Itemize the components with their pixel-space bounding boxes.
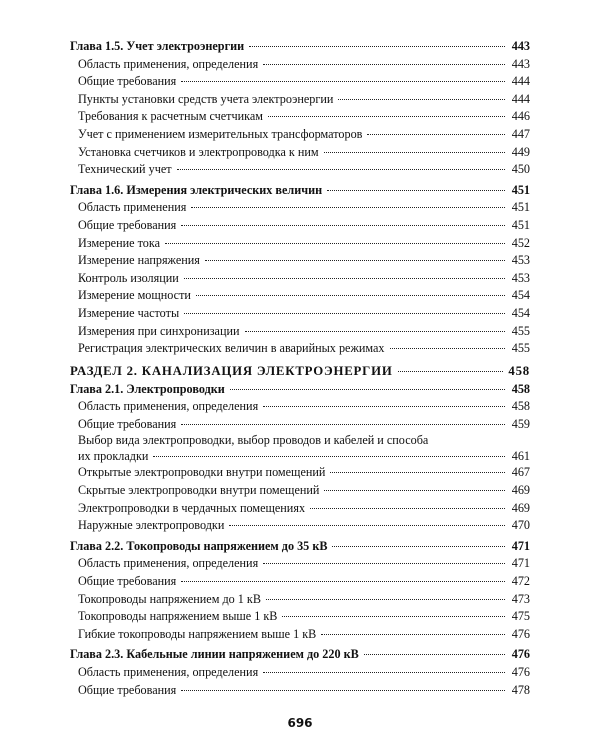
page-ref: 472	[511, 574, 530, 589]
toc-entry[interactable]	[70, 482, 530, 500]
page-ref: 444	[511, 91, 530, 106]
page-ref: 469	[511, 500, 530, 515]
toc-entry[interactable]	[70, 252, 530, 270]
entry-title: Область применения, определения	[78, 556, 259, 571]
page-ref: 469	[511, 483, 530, 498]
page-ref: 458	[508, 363, 530, 378]
chapter-title: Глава 2.1. Электропроводки	[70, 381, 225, 396]
dot-leader	[367, 133, 505, 135]
entry-title: Область применения, определения	[78, 399, 259, 414]
page-ref: 455	[511, 323, 530, 338]
page-ref: 455	[511, 341, 530, 356]
dot-leader	[263, 63, 505, 65]
page-ref: 446	[511, 109, 530, 124]
toc-entry[interactable]	[70, 398, 530, 416]
dot-leader	[184, 312, 505, 314]
toc-chapter-2-2[interactable]	[70, 538, 530, 556]
entry-title: Электропроводки в чердачных помещениях	[78, 500, 306, 515]
page-ref: 458	[511, 381, 530, 396]
entry-title-line1: Выбор вида электропроводки, выбор проводов и кабелей и способа	[78, 433, 429, 448]
toc-entry[interactable]	[70, 305, 530, 323]
toc-entry[interactable]	[70, 591, 530, 609]
toc-entry[interactable]	[70, 161, 530, 179]
dot-leader	[230, 388, 505, 390]
page-ref: 461	[511, 448, 530, 463]
entry-title: Гибкие токопроводы напряжением выше 1 кВ	[78, 626, 317, 641]
toc-section-2[interactable]	[70, 362, 530, 380]
dot-leader	[266, 598, 505, 600]
dot-leader	[196, 294, 505, 296]
toc-entry[interactable]	[70, 340, 530, 358]
page-ref: 443	[511, 56, 530, 71]
dot-leader	[184, 277, 505, 279]
entry-title: Область применения, определения	[78, 56, 259, 71]
toc-entry[interactable]	[70, 500, 530, 518]
entry-title: Токопроводы напряжением выше 1 кВ	[78, 609, 278, 624]
toc-entry[interactable]	[70, 126, 530, 144]
dot-leader	[364, 653, 505, 655]
page-ref: 476	[511, 647, 530, 662]
entry-title: Контроль изоляции	[78, 270, 179, 285]
dot-leader	[181, 423, 505, 425]
entry-title-line2: их прокладки	[78, 448, 149, 463]
dot-leader	[177, 168, 505, 170]
entry-title: Измерение мощности	[78, 288, 191, 303]
dot-leader	[181, 224, 505, 226]
dot-leader	[332, 545, 505, 547]
entry-title: Измерения при синхронизации	[78, 323, 240, 338]
dot-leader	[245, 330, 505, 332]
page-ref: 454	[511, 305, 530, 320]
toc-entry[interactable]	[70, 144, 530, 162]
dot-leader	[263, 405, 505, 407]
entry-title: Скрытые электропроводки внутри помещений	[78, 483, 320, 498]
page-ref: 478	[511, 682, 530, 697]
page-ref: 467	[511, 465, 530, 480]
toc-chapter-2-1[interactable]	[70, 381, 530, 399]
dot-leader	[249, 45, 505, 47]
page-ref: 450	[511, 162, 530, 177]
page-ref: 447	[511, 126, 530, 141]
entry-title: Измерение частоты	[78, 305, 180, 320]
entry-title: Установка счетчиков и электропроводка к ним	[78, 144, 319, 159]
dot-leader	[268, 115, 505, 117]
toc-entry[interactable]	[70, 56, 530, 74]
toc-entry[interactable]	[70, 323, 530, 341]
dot-leader	[229, 524, 505, 526]
dot-leader	[165, 242, 505, 244]
page-ref: 449	[511, 144, 530, 159]
dot-leader	[390, 347, 505, 349]
entry-title: Измерение напряжения	[78, 253, 200, 268]
toc-entry[interactable]	[70, 235, 530, 253]
dot-leader	[263, 562, 505, 564]
page-ref: 454	[511, 288, 530, 303]
dot-leader	[398, 370, 504, 372]
chapter-title: Глава 1.5. Учет электроэнергии	[70, 39, 245, 53]
dot-leader	[338, 98, 505, 100]
toc-entry[interactable]	[70, 199, 530, 217]
entry-title: Токопроводы напряжением до 1 кВ	[78, 591, 261, 606]
toc-entry-multiline[interactable]	[70, 433, 530, 464]
dot-leader	[327, 189, 505, 191]
toc-entry[interactable]	[70, 664, 530, 682]
page-ref: 459	[511, 416, 530, 431]
table-of-contents	[70, 38, 530, 699]
page-ref: 453	[511, 253, 530, 268]
page-ref: 444	[511, 74, 530, 89]
dot-leader	[324, 489, 505, 491]
dot-leader	[181, 80, 505, 82]
entry-title: Область применения, определения	[78, 665, 259, 679]
toc-entry[interactable]	[70, 73, 530, 91]
toc-entry[interactable]	[70, 573, 530, 591]
toc-entry[interactable]	[70, 682, 530, 700]
toc-chapter-1-5[interactable]	[70, 38, 530, 56]
entry-title: Требования к расчетным счетчикам	[78, 109, 263, 124]
dot-leader	[310, 507, 505, 509]
dot-leader	[191, 206, 505, 208]
page-ref: 451	[511, 182, 530, 197]
entry-title: Общие требования	[78, 74, 177, 89]
entry-title: Учет с применением измерительных трансформаторов	[78, 126, 363, 141]
entry-title: Технический учет	[78, 162, 172, 177]
dot-leader	[263, 671, 505, 673]
page-ref: 476	[511, 626, 530, 641]
entry-title: Открытые электропроводки внутри помещений	[78, 465, 326, 480]
entry-title: Общие требования	[78, 682, 177, 697]
toc-chapter-2-3[interactable]	[70, 646, 530, 664]
toc-entry[interactable]	[70, 217, 530, 235]
entry-title: Регистрация электрических величин в аварийных режимах	[78, 341, 385, 356]
page-ref: 471	[511, 538, 530, 553]
toc-chapter-1-6[interactable]	[70, 182, 530, 200]
page-ref: 471	[511, 556, 530, 571]
toc-entry[interactable]	[70, 555, 530, 573]
chapter-title: Глава 1.6. Измерения электрических величин	[70, 182, 323, 197]
dot-leader	[181, 689, 505, 691]
toc-entry[interactable]	[70, 270, 530, 288]
entry-title: Измерение тока	[78, 235, 160, 250]
dot-leader	[181, 580, 505, 582]
toc-entry[interactable]	[70, 517, 530, 535]
page-ref: 443	[511, 39, 530, 53]
dot-leader	[321, 633, 505, 635]
page-ref: 458	[511, 399, 530, 414]
toc-entry[interactable]	[70, 91, 530, 109]
toc-entry[interactable]	[70, 287, 530, 305]
dot-leader	[153, 455, 505, 457]
toc-entry[interactable]	[70, 626, 530, 644]
section-title: РАЗДЕЛ 2. КАНАЛИЗАЦИЯ ЭЛЕКТРОЭНЕРГИИ	[70, 363, 393, 378]
entry-title: Общие требования	[78, 416, 177, 431]
entry-title: Общие требования	[78, 574, 177, 589]
dot-leader	[330, 471, 505, 473]
toc-entry[interactable]	[70, 108, 530, 126]
dot-leader	[205, 259, 505, 261]
chapter-title: Глава 2.2. Токопроводы напряжением до 35 кВ	[70, 538, 328, 553]
entry-title: Наружные электропроводки	[78, 518, 225, 533]
page-ref: 475	[511, 609, 530, 624]
entry-title: Область применения	[78, 200, 187, 215]
page-ref: 476	[511, 665, 530, 679]
dot-leader	[282, 615, 505, 617]
page-ref: 453	[511, 270, 530, 285]
page-ref: 451	[511, 200, 530, 215]
page-ref: 451	[511, 217, 530, 232]
toc-entry[interactable]	[70, 416, 530, 434]
entry-title: Пункты установки средств учета электроэнергии	[78, 91, 334, 106]
page-ref: 470	[511, 518, 530, 533]
toc-entry[interactable]	[70, 608, 530, 626]
page-number: 696	[287, 716, 313, 730]
toc-entry[interactable]	[70, 464, 530, 482]
page-ref: 473	[511, 591, 530, 606]
chapter-title: Глава 2.3. Кабельные линии напряжением до 220 кВ	[70, 647, 359, 662]
dot-leader	[324, 151, 505, 153]
page-ref: 452	[511, 235, 530, 250]
entry-title: Общие требования	[78, 217, 177, 232]
